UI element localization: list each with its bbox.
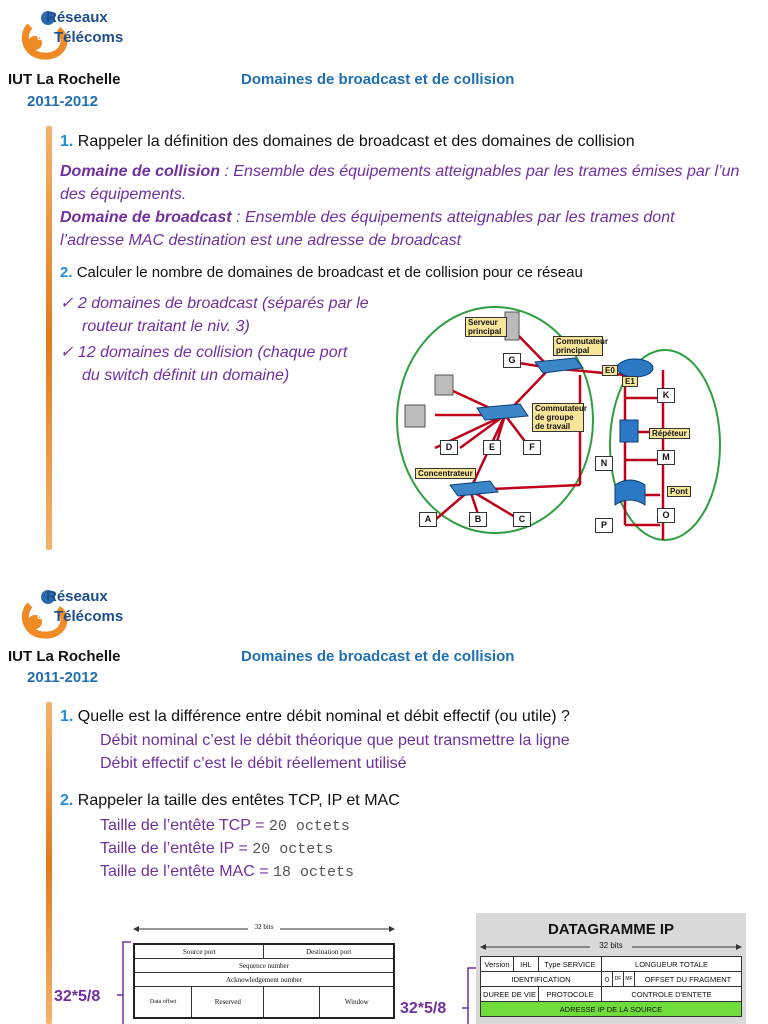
question-2	[60, 792, 400, 810]
logo-word-telecoms: Télécoms	[54, 29, 124, 46]
question-text: Calculer le nombre de domaines de broadcast et de collision pour ce réseau	[76, 264, 583, 281]
server-icon	[405, 405, 425, 427]
host-b: B	[469, 512, 487, 527]
host-k: K	[657, 388, 675, 403]
size-ip	[100, 837, 333, 861]
question-number: 2.	[60, 792, 74, 809]
checkmark-icon: ✓	[60, 295, 78, 312]
answer-debit-nominal: Débit nominal c’est le débit théorique que peut transmettre la ligne	[100, 732, 570, 749]
ip-datagram-title: DATAGRAMME IP	[547, 921, 675, 938]
definition-term: Domaine de collision	[60, 163, 221, 180]
question-text: Rappeler la taille des entêtes TCP, IP et MAC	[77, 792, 400, 809]
host-f: F	[523, 440, 541, 455]
size-label: Taille de l’entête TCP	[100, 817, 251, 834]
definition-text: : Ensemble des équipements atteignables par les trames dont l’adresse MAC destination est une adresse de broadcast	[60, 209, 675, 249]
logo-word-reseaux: Réseaux	[46, 588, 108, 605]
bridge-icon	[615, 480, 645, 505]
ip-type-service: Type SERVICE	[539, 957, 602, 972]
logo-reseaux-telecoms	[18, 6, 143, 56]
size-value: 20 octets	[268, 818, 350, 835]
ip-identification: IDENTIFICATION	[481, 972, 602, 987]
tcp-bracket-icon	[115, 940, 135, 1024]
label-switch-group: Commutateur de groupe de travail	[532, 403, 584, 432]
definition-text: : Ensemble des équipements atteignables par les trames émises par l’un des équipements.	[60, 163, 740, 203]
checkmark-icon: ✓	[60, 344, 78, 361]
question-number: 2.	[60, 264, 73, 281]
label-switch-main: Commutateur principal	[553, 336, 603, 356]
slide-title: Domaines de broadcast et de collision	[241, 648, 515, 665]
year: 2011-2012	[27, 669, 98, 686]
tcp-reserved: Reserved	[192, 987, 264, 1019]
tcp-bracket-label: 32*5/8	[54, 988, 101, 1005]
host-m: M	[657, 450, 675, 465]
size-eq: =	[250, 817, 269, 834]
sidebar-decoration	[46, 702, 52, 1024]
tcp-source-port: Source port	[134, 944, 264, 959]
host-c: C	[513, 512, 531, 527]
ip-flag-mf: MF	[624, 972, 635, 987]
answer-line: routeur traitant le niv. 3)	[82, 318, 250, 335]
question-text: Rappeler la définition des domaines de broadcast et des domaines de collision	[77, 133, 635, 150]
network-diagram	[395, 300, 755, 545]
router-icon	[617, 359, 653, 377]
question-1	[60, 133, 635, 151]
host-n: N	[595, 456, 613, 471]
size-value: 20 octets	[252, 841, 334, 858]
ip-flag-zero: 0	[602, 972, 613, 987]
repeater-icon	[620, 420, 638, 442]
answer-collision	[60, 341, 400, 387]
question-2	[60, 264, 583, 281]
tcp-ack-number: Acknowledgement number	[134, 973, 394, 987]
host-d: D	[440, 440, 458, 455]
logo-ampersand: &	[37, 32, 45, 43]
logo-reseaux-telecoms	[18, 585, 143, 635]
ip-total-length: LONGUEUR TOTALE	[602, 957, 742, 972]
tcp-header-table	[133, 943, 395, 1019]
answer-line: du switch définit un domaine)	[82, 367, 290, 384]
year: 2011-2012	[27, 93, 98, 110]
org-name: IUT La Rochelle	[8, 71, 121, 88]
logo-word-telecoms: Télécoms	[54, 608, 124, 625]
question-number: 1.	[60, 708, 74, 725]
hub-icon	[450, 481, 498, 496]
tcp-data-offset: Data offset	[134, 987, 192, 1019]
server-icon	[435, 375, 453, 395]
size-value: 18 octets	[272, 864, 354, 881]
answer-line: 12 domaines de collision (chaque port	[77, 344, 348, 361]
server-icon	[505, 312, 519, 340]
host-g: G	[503, 353, 521, 368]
ip-header-checksum: CONTROLE D'ENTETE	[602, 987, 742, 1002]
label-repeater: Répéteur	[649, 428, 690, 439]
ip-source-address: ADRESSE IP DE LA SOURCE	[481, 1002, 742, 1017]
logo-word-reseaux: Réseaux	[46, 9, 108, 26]
definition-broadcast	[60, 206, 740, 252]
answer-line: 2 domaines de broadcast (séparés par le	[77, 295, 369, 312]
ip-datagram-diagram	[476, 913, 746, 1024]
size-tcp	[100, 814, 350, 838]
slide-title: Domaines de broadcast et de collision	[241, 71, 515, 88]
question-number: 1.	[60, 133, 74, 150]
label-server: Serveur principal	[465, 317, 507, 337]
host-a: A	[419, 512, 437, 527]
host-p: P	[595, 518, 613, 533]
definition-term: Domaine de broadcast	[60, 209, 232, 226]
size-eq: =	[234, 840, 253, 857]
host-o: O	[657, 508, 675, 523]
tcp-window: Window	[320, 987, 394, 1019]
ip-flag-df: DF	[613, 972, 624, 987]
tcp-bits-label: 32 bits	[254, 923, 274, 931]
ip-fragment-offset: OFFSET DU FRAGMENT	[635, 972, 742, 987]
ip-ttl: DUREE DE VIE	[481, 987, 539, 1002]
org-name: IUT La Rochelle	[8, 648, 121, 665]
ip-version: Version	[481, 957, 514, 972]
size-mac	[100, 860, 354, 884]
sidebar-decoration	[46, 126, 52, 550]
tcp-flags	[264, 987, 320, 1019]
ip-header-table	[480, 956, 742, 1017]
size-label: Taille de l’entête IP	[100, 840, 235, 857]
ip-protocol: PROTOCOLE	[539, 987, 602, 1002]
question-text: Quelle est la différence entre débit nominal et débit effectif (ou utile) ?	[77, 708, 570, 725]
size-label: Taille de l’entête MAC	[100, 863, 255, 880]
tcp-header-diagram	[133, 922, 395, 1019]
logo-ampersand: &	[37, 611, 45, 622]
label-bridge: Pont	[667, 486, 691, 497]
ip-bracket-label: 32*5/8	[400, 1000, 447, 1017]
tcp-seq-number: Sequence number	[134, 959, 394, 973]
label-hub: Concentrateur	[415, 468, 476, 479]
size-eq: =	[254, 863, 273, 880]
host-e: E	[483, 440, 501, 455]
ip-bits-label: 32 bits	[599, 941, 623, 950]
label-e1: E1	[622, 376, 638, 387]
tcp-dest-port: Destination port	[264, 944, 394, 959]
question-1	[60, 708, 570, 726]
definition-collision	[60, 160, 740, 206]
answer-broadcast	[60, 292, 400, 338]
answer-debit-effectif: Débit effectif c’est le débit réellement utilisé	[100, 755, 407, 772]
label-e0: E0	[602, 365, 618, 376]
ip-ihl: IHL	[514, 957, 539, 972]
